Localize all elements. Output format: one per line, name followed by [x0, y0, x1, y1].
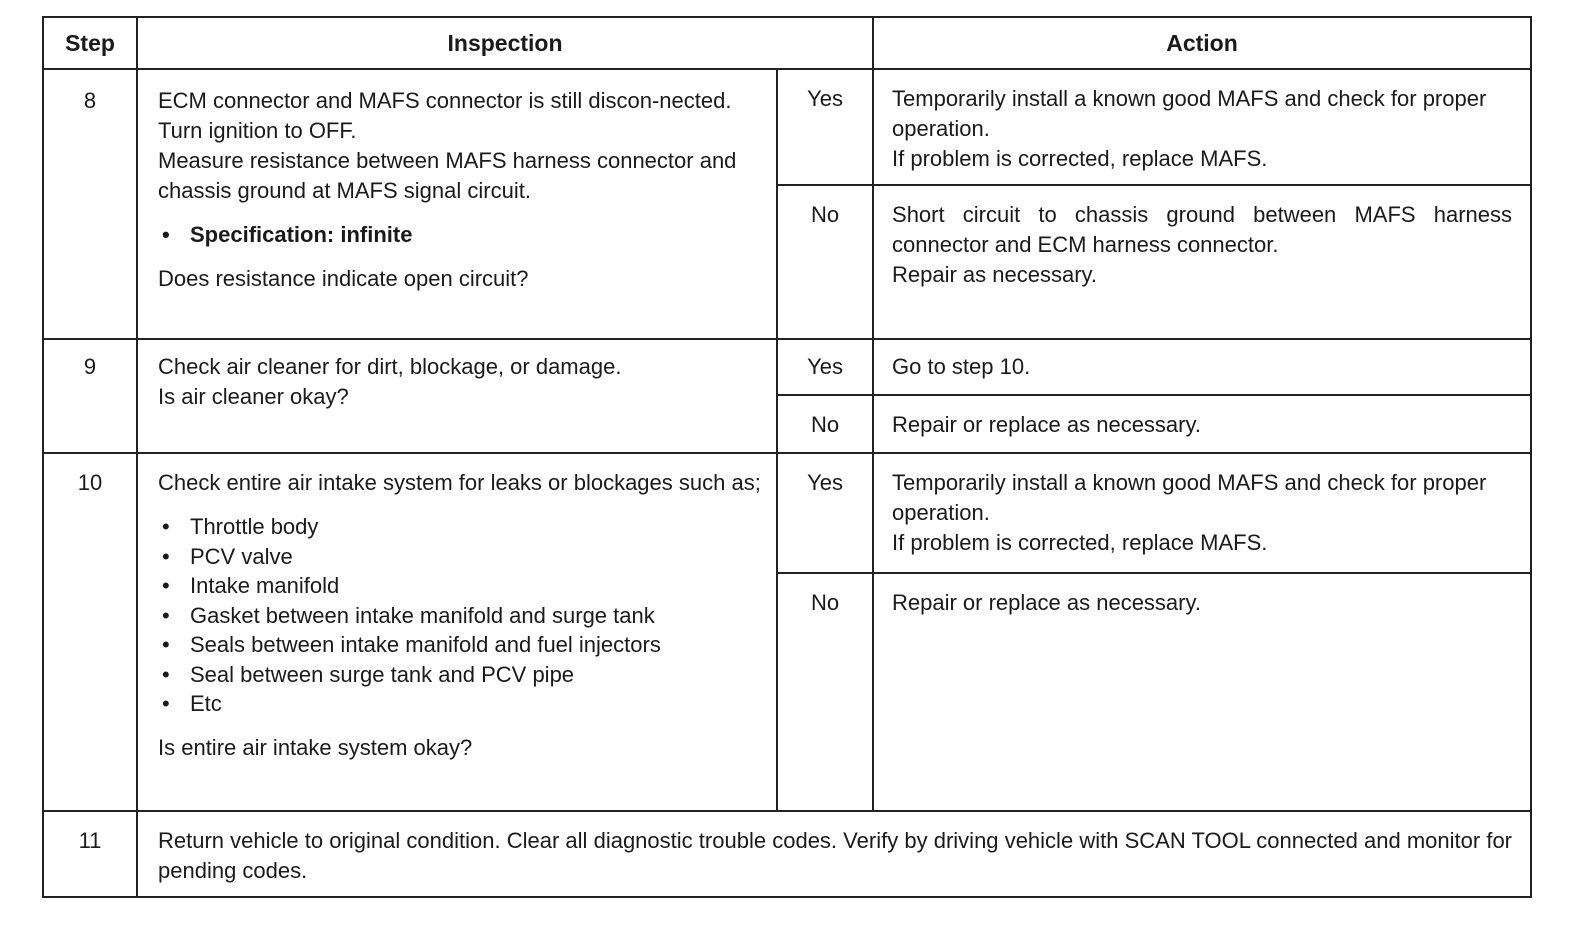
final-step-text: Return vehicle to original condition. Clear all diagnostic trouble codes. Verify by driving vehicle with SCAN TOOL connected and monitor for pending codes. — [137, 811, 1531, 897]
diagnostic-table — [42, 16, 1532, 898]
no-action-cell — [873, 185, 1531, 339]
inspection-text: Check entire air intake system for leaks or blockages such as; — [158, 470, 761, 495]
action-text: Repair or replace as necessary. — [892, 590, 1201, 615]
specification-text: Specification: infinite — [190, 222, 413, 247]
yes-label: Yes — [777, 453, 873, 573]
step-number: 10 — [43, 453, 137, 811]
list-item — [158, 689, 762, 719]
list-item-text: Gasket between intake manifold and surge tank — [190, 602, 655, 628]
inspection-cell — [137, 453, 777, 811]
action-text: Go to step 10. — [892, 354, 1031, 379]
header-step: Step — [43, 17, 137, 69]
header-action: Action — [873, 17, 1531, 69]
list-item-text: Seals between intake manifold and fuel injectors — [190, 632, 661, 657]
table-header-row — [43, 17, 1531, 69]
yes-action-cell — [873, 453, 1531, 573]
specification — [158, 220, 762, 250]
bullet-glyph: • — [162, 222, 170, 247]
action-text: Repair as necessary. — [892, 262, 1098, 287]
action-text: If problem is corrected, replace MAFS. — [892, 530, 1268, 555]
no-label: No — [777, 573, 873, 811]
list-item — [158, 542, 762, 572]
bullet-glyph: • — [162, 632, 170, 657]
inspection-question: Is air cleaner okay? — [158, 384, 349, 409]
bullet-glyph: • — [162, 661, 170, 687]
action-text: Repair or replace as necessary. — [892, 412, 1201, 437]
step-number: 11 — [43, 811, 137, 897]
list-item — [158, 512, 762, 542]
action-text: Temporarily install a known good MAFS and check for proper operation. — [892, 86, 1487, 141]
no-label: No — [777, 185, 873, 339]
list-item — [158, 660, 762, 690]
inspection-cell — [137, 339, 777, 453]
inspection-text: Measure resistance between MAFS harness connector and chassis ground at MAFS signal circuit. — [158, 148, 737, 203]
bullet-glyph: • — [162, 691, 170, 716]
no-action-cell — [873, 573, 1531, 811]
no-label: No — [777, 395, 873, 453]
bullet-glyph: • — [162, 602, 170, 628]
inspection-cell — [137, 69, 777, 339]
list-item-text: Etc — [190, 691, 222, 716]
inspection-question: Does resistance indicate open circuit? — [158, 266, 529, 291]
inspection-question: Is entire air intake system okay? — [158, 734, 473, 760]
step-number: 9 — [43, 339, 137, 453]
action-text: Temporarily install a known good MAFS and check for proper operation. — [892, 470, 1487, 525]
inspection-text: ECM connector and MAFS connector is still discon-nected. — [158, 88, 732, 113]
list-item — [158, 630, 762, 660]
list-item-text: Seal between surge tank and PCV pipe — [190, 661, 575, 687]
yes-label: Yes — [777, 69, 873, 185]
bullet-glyph: • — [162, 573, 170, 598]
no-action-cell — [873, 395, 1531, 453]
list-item-text: PCV valve — [190, 543, 293, 569]
list-item — [158, 571, 762, 601]
table-row-step-9-yes — [43, 339, 1531, 395]
bullet-glyph: • — [162, 514, 170, 539]
table-row-step-11 — [43, 811, 1531, 897]
inspection-text: Check air cleaner for dirt, blockage, or damage. — [158, 354, 622, 379]
yes-action-cell — [873, 339, 1531, 395]
list-item-text: Throttle body — [190, 514, 319, 539]
table-row-step-8-yes — [43, 69, 1531, 185]
bullet-glyph: • — [162, 543, 170, 569]
header-inspection: Inspection — [137, 17, 873, 69]
action-text: Short circuit to chassis ground between MAFS harness connector and ECM harness connector. — [892, 202, 1513, 257]
inspection-text: Turn ignition to OFF. — [158, 118, 357, 143]
yes-action-cell — [873, 69, 1531, 185]
table-row-step-10-yes — [43, 453, 1531, 573]
action-text: If problem is corrected, replace MAFS. — [892, 146, 1268, 171]
list-item — [158, 601, 762, 631]
step-number: 8 — [43, 69, 137, 339]
list-item-text: Intake manifold — [190, 573, 340, 598]
yes-label: Yes — [777, 339, 873, 395]
inspection-bullet-list — [158, 512, 762, 719]
